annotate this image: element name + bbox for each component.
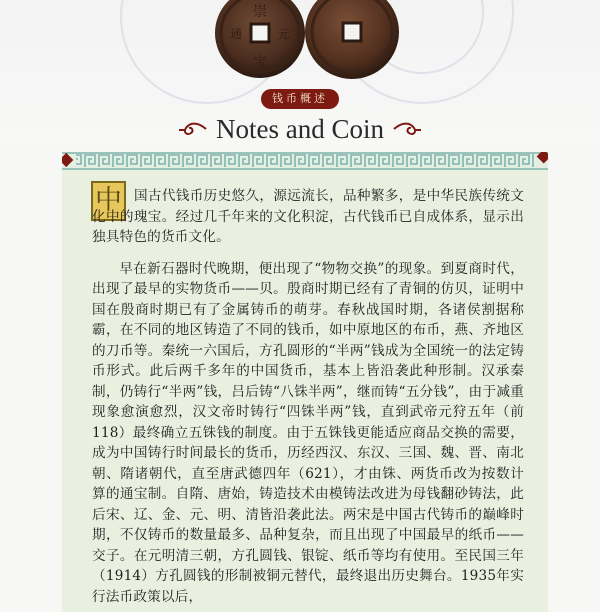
svg-text:通: 通 xyxy=(229,27,243,41)
ornament-right-icon xyxy=(392,120,422,138)
paragraph-history: 早在新石器时代晚期，便出现了“物物交换”的现象。到夏商时代，出现了最早的实物货币——贝。殷商时期已经有了青铜的仿贝，证明中国在殷商时期已有了金属铸币的萌芽。春秋战国时期，各诸侯割据称霸，在不同的地区铸造了不同的钱币，如中原地区的布币，燕、齐地区的刀币等。秦统一六国后，方孔圆形的“半两”钱成为全国统一的法定铸币形式。此后两千多年的中国货币，基本上皆沿袭此种形制。汉承秦制，仍铸行“半两”钱，吕后铸“八铢半两”，继而铸“五分钱”，由于减重现象愈演愈烈，汉文帝时铸行“四铢半两”钱，直到武帝元狩五年（前118）最终确立五铢钱的制度。由于五铢钱更能适应商品交换的需要，成为中国铸行时间最长的货币，历经西汉、东汉、三国、魏、晋、南北朝、隋诸朝代，直至唐武德四年（621），才由铢、两货币改为按数计算的通宝制。自隋、唐始，铸造技术由模铸法改进为母钱翻砂铸法，此后宋、辽、金、元、明、清皆沿袭此法。两宋是中国古代铸币的巅峰时期，不仅铸币的数量最多、品种复杂，而且出现了中国最早的纸币——交子。在元明清三朝，方孔圆钱、银锭、纸币等均有使用。至民国三年（1914）方孔圆钱的形制被铜元替代，最终退出历史舞台。1935年实行法币政策以后， xyxy=(92,260,524,605)
svg-text:元: 元 xyxy=(277,27,291,41)
article-body xyxy=(92,186,524,607)
section-badge: 钱币概述 xyxy=(261,89,339,109)
greek-key-border xyxy=(62,152,548,172)
page-title-row xyxy=(190,112,410,146)
ancient-coins-illustration xyxy=(210,0,410,80)
svg-text:宝: 宝 xyxy=(253,55,267,70)
drop-cap: 中 xyxy=(91,181,126,221)
coin-right-icon xyxy=(305,0,399,79)
paragraph-intro: 国古代钱币历史悠久，源远流长，品种繁多，是中华民族传统文化中的瑰宝。经过几千年来的文化积淀，古代钱币已自成体系，显示出独具特色的货币文化。 xyxy=(92,188,524,245)
svg-text:崇: 崇 xyxy=(253,4,267,20)
page-title: Notes and Coin xyxy=(216,114,384,144)
coin-left-icon xyxy=(215,0,305,78)
